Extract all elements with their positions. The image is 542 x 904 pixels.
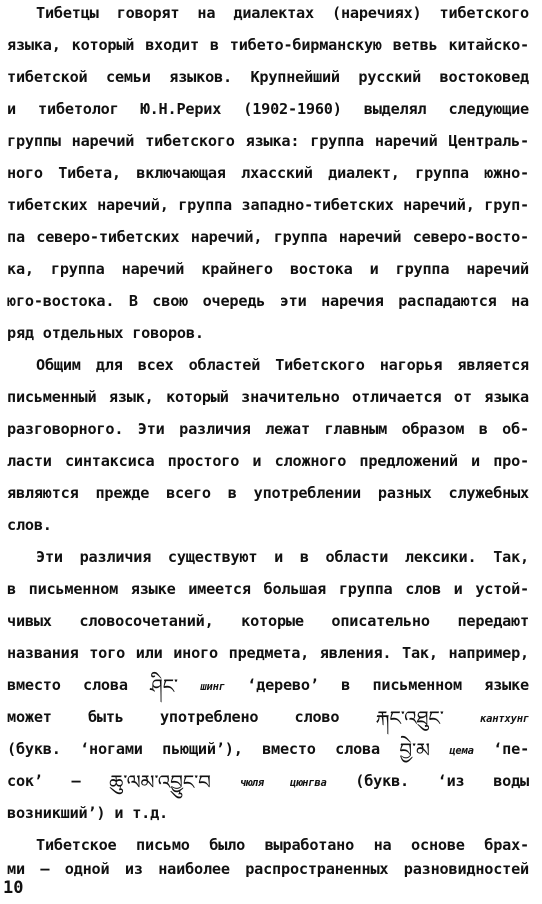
text-line: ка, группа наречий крайнего востока и группа наречий: [7, 260, 529, 278]
text-line: ного Тибета, включающая лхасский диалект, группа южно-: [7, 164, 529, 182]
text-segment: сок’ –: [7, 772, 81, 790]
transcription: кантхунг: [480, 713, 529, 725]
text-line-with-tibetan: [7, 740, 529, 760]
text-line: па северо-тибетских наречий, группа наречий северо-восто-: [7, 228, 529, 246]
text-line: являются прежде всего в употреблении разных служебных: [7, 484, 529, 502]
text-line: языка, который входит в тибето-бирманскую ветвь китайско-: [7, 36, 529, 54]
text-line: Тибетское письмо было выработано на основе брах-: [36, 836, 529, 854]
text-line: группы наречий тибетского языка: группа наречий Централь-: [7, 132, 529, 150]
transcription: шинг: [200, 681, 225, 693]
text-segment: ‘пе-: [493, 740, 530, 758]
text-line: и тибетолог Ю.Н.Рерих (1902-1960) выделял следующие: [7, 100, 529, 118]
text-line-with-tibetan: [7, 708, 529, 728]
text-line: в письменном языке имеется большая группа слов и устой-: [7, 580, 529, 598]
text-segment: (букв. ‘из воды: [355, 772, 529, 790]
text-line: возникший’) и т.д.: [7, 804, 168, 822]
transcription: цема: [449, 745, 474, 757]
tibetan-word: བྱེ་མ: [399, 738, 430, 762]
text-line: чивых словосочетаний, которые описательно передают: [7, 612, 529, 630]
text-segment: вместо слова: [7, 676, 128, 694]
text-line-with-tibetan: [7, 676, 529, 696]
text-line: разговорного. Эти различия лежат главным образом в об-: [7, 420, 529, 438]
text-line: ряд отдельных говоров.: [7, 324, 204, 342]
text-line-with-tibetan: [7, 772, 529, 792]
page-number: 10: [3, 878, 24, 898]
text-line: слов.: [7, 516, 52, 534]
tibetan-word: ཤིང་: [150, 674, 178, 698]
text-line: тибетской семьи языков. Крупнейший русский востоковед: [7, 68, 529, 86]
tibetan-word: ཆུ་ལམ་འབྱུང་བ: [109, 770, 211, 794]
text-segment: ‘дерево’ в письменном языке: [247, 676, 530, 694]
text-line: названия того или иного предмета, явления. Так, например,: [7, 644, 529, 662]
text-line: ми – одной из наиболее распространенных разновидностей: [7, 860, 529, 878]
text-line: ласти синтаксиса простого и сложного предложений и про-: [7, 452, 529, 470]
text-segment: может быть употреблено слово: [7, 708, 340, 726]
text-line: Эти различия существуют и в области лексики. Так,: [36, 548, 529, 566]
tibetan-word: རྐང་འཐུང་: [375, 706, 444, 730]
text-line: письменный язык, который значительно отличается от языка: [7, 388, 529, 406]
text-line: Общим для всех областей Тибетского нагорья является: [36, 356, 529, 374]
text-line: юго-востока. В свою очередь эти наречия распадаются на: [7, 292, 529, 310]
transcription: чюля цюнгва: [239, 777, 327, 789]
text-line: Тибетцы говорят на диалектах (наречиях) тибетского: [36, 4, 529, 22]
text-line: тибетских наречий, группа западно-тибетских наречий, груп-: [7, 196, 529, 214]
text-segment: (букв. ‘ногами пьющий’), вместо слова: [7, 740, 380, 758]
